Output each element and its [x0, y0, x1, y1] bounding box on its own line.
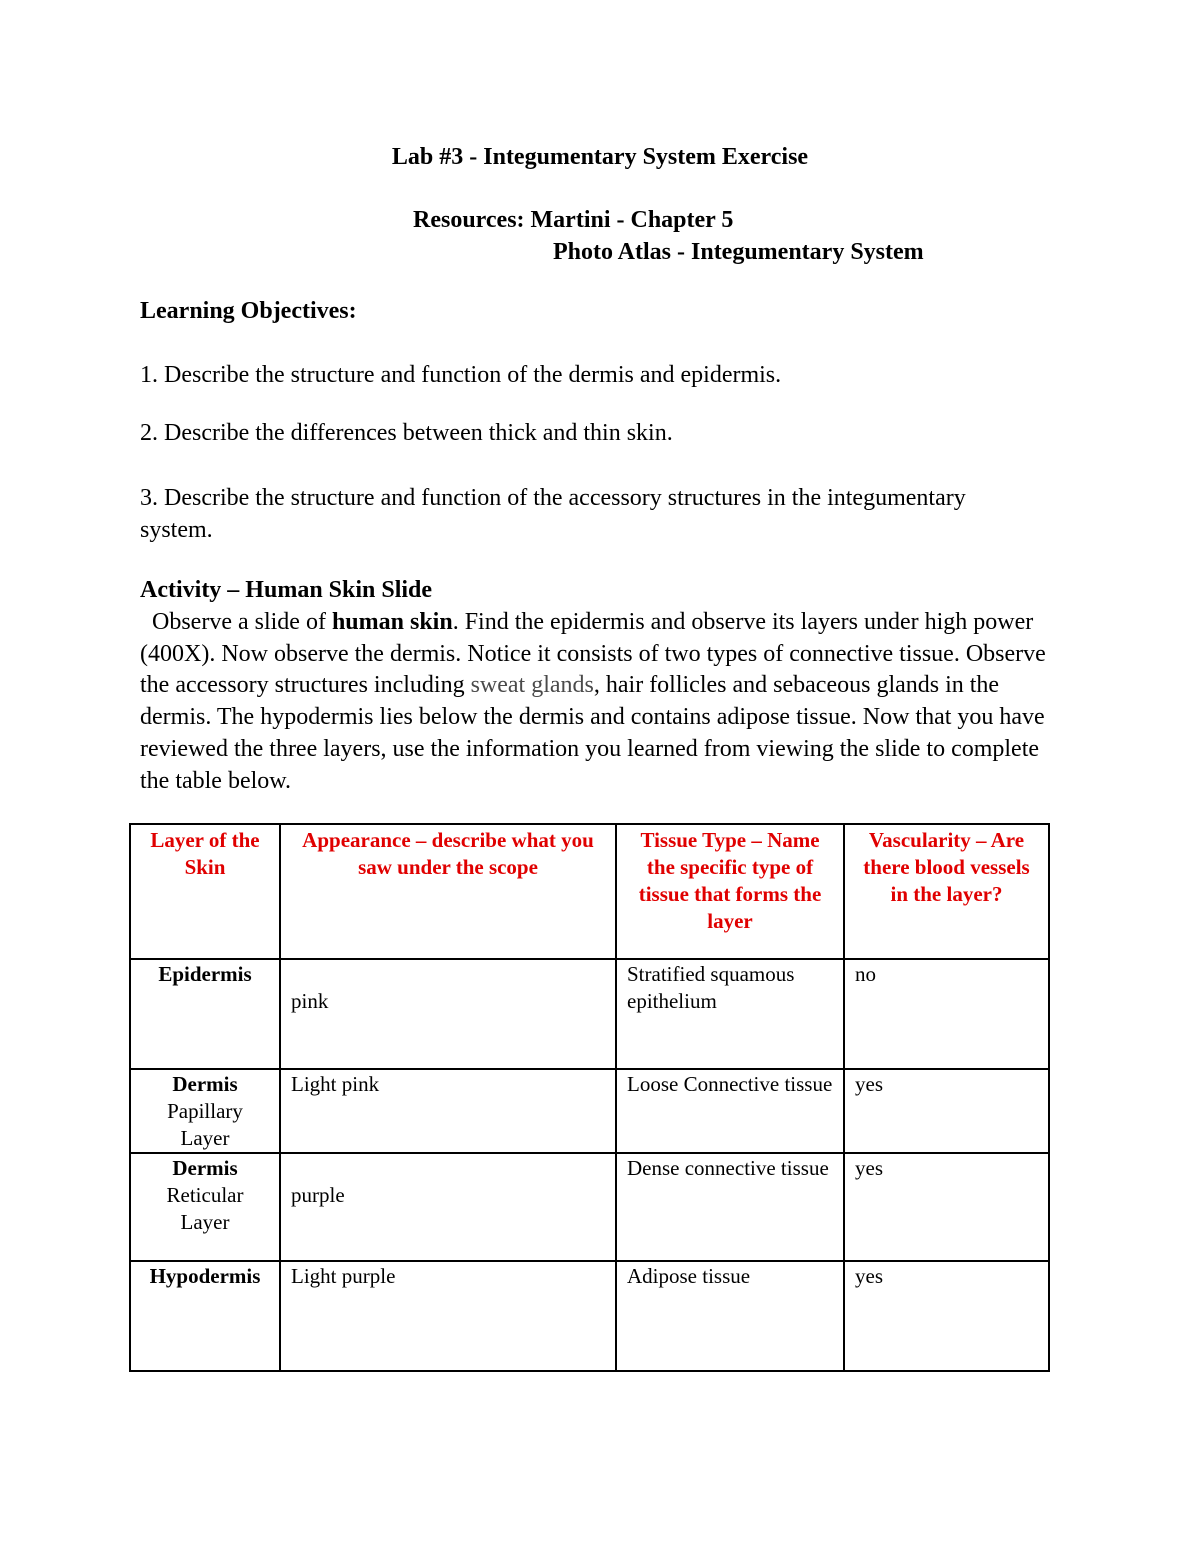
layer-name: Dermis [172, 1072, 238, 1096]
header-vascularity: Vascularity – Are there blood vessels in the layer? [844, 824, 1049, 959]
layer-cell [130, 1261, 280, 1371]
vascularity-cell: yes [844, 1153, 1049, 1261]
header-layer: Layer of the Skin [130, 824, 280, 959]
table-row [130, 1069, 1049, 1153]
tissue-cell: Adipose tissue [616, 1261, 844, 1371]
layer-name: Dermis [172, 1156, 238, 1180]
vascularity-cell: no [844, 959, 1049, 1069]
objective-3: 3. Describe the structure and function of the accessory structures in the integumentary system. [140, 485, 966, 543]
layer-cell [130, 959, 280, 1069]
layer-cell [130, 1069, 280, 1153]
appearance-cell: purple [280, 1153, 616, 1261]
activity-intro: Observe a slide of [152, 609, 332, 635]
activity-heading: Activity – Human Skin Slide [140, 577, 433, 603]
appearance-cell: pink [280, 959, 616, 1069]
layer-name: Epidermis [158, 962, 252, 986]
header-appearance: Appearance – describe what you saw under the scope [280, 824, 616, 959]
tissue-cell: Stratified squamous epithelium [616, 959, 844, 1069]
appearance-cell: Light pink [280, 1069, 616, 1153]
appearance-cell: Light purple [280, 1261, 616, 1371]
activity-middle: . Find the epidermis and observe its layers under high power (400X). Now observe the dermis. Notice it consists of two types of connective tissue. Observe the accessory structures including [140, 609, 1046, 699]
resources-line-1: Resources: Martini - Chapter 5 [413, 207, 734, 233]
activity-highlight-term: sweat glands [470, 672, 594, 699]
table-row [130, 959, 1049, 1069]
vascularity-cell: yes [844, 1261, 1049, 1371]
activity-end: , hair follicles and sebaceous glands in the dermis. The hypodermis lies below the dermis and contains adipose tissue. Now that you have reviewed the three layers, use the information you learned from viewing the slide to complete the table below. [140, 672, 1045, 794]
objective-1: 1. Describe the structure and function of the dermis and epidermis. [140, 362, 782, 388]
sublayer-name: Papillary Layer [167, 1099, 243, 1150]
resources-line-2: Photo Atlas - Integumentary System [553, 239, 924, 265]
activity-bold-term: human skin [331, 609, 453, 635]
layer-name: Hypodermis [149, 1264, 261, 1288]
table-row [130, 1261, 1049, 1371]
objective-2: 2. Describe the differences between thick and thin skin. [140, 420, 673, 446]
table-row [130, 1153, 1049, 1261]
tissue-cell: Loose Connective tissue [616, 1069, 844, 1153]
skin-layers-table [129, 823, 1050, 1372]
table-header-row [130, 824, 1049, 959]
document-title: Lab #3 - Integumentary System Exercise [391, 144, 809, 170]
objectives-heading: Learning Objectives: [140, 298, 357, 324]
header-tissue-type: Tissue Type – Name the specific type of tissue that forms the layer [616, 824, 844, 959]
sublayer-name: Reticular Layer [166, 1183, 244, 1234]
layer-cell [130, 1153, 280, 1261]
vascularity-cell: yes [844, 1069, 1049, 1153]
activity-paragraph [140, 607, 1070, 797]
tissue-cell: Dense connective tissue [616, 1153, 844, 1261]
